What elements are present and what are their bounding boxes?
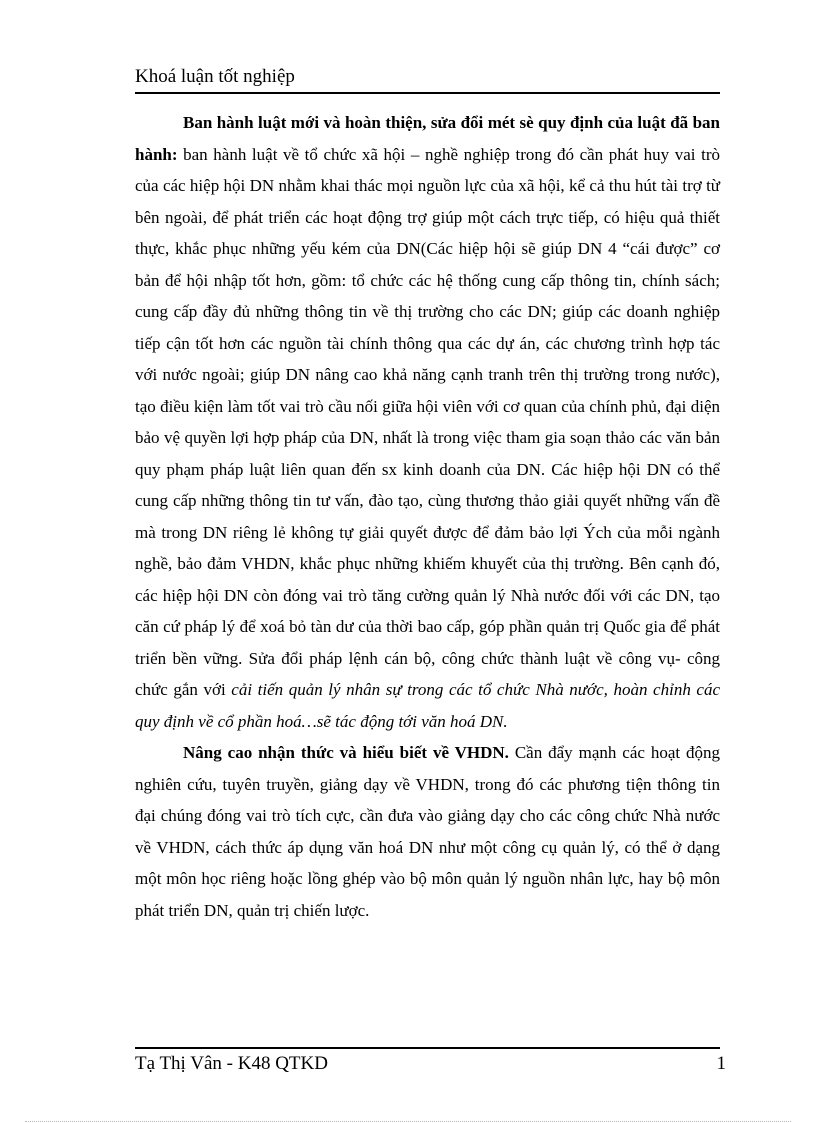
page-edge-divider: [25, 1121, 791, 1122]
paragraph-text-legal-reform: ban hành luật về tổ chức xã hội – nghề nghiệp trong đó cần phát huy vai trò của các hiệp hội DN nhằm khai thác mọi nguồn lực của xã hội, kể cả thu hút tài trợ từ bên ngoài, để phát triển các hoạt động trợ giúp một cách trực tiếp, có hiệu quả thiết thực, khắc phục những yếu kém của DN(Các hiệp hội sẽ giúp DN 4 “cái được” cơ bản để hội nhập tốt hơn, gồm: tổ chức các hệ thống cung cấp thông tin, chính sách; cung cấp đầy đủ những thông tin về thị trường cho các DN; giúp các doanh nghiệp tiếp cận tốt hơn các nguồn tài chính thông qua các dự án, các chương trình hợp tác với nước ngoài; giúp DN nâng cao khả năng cạnh tranh trên thị trường trong nước), tạo điều kiện làm tốt vai trò cầu nối giữa hội viên với cơ quan của chính phủ, đại diện bảo vệ quyền lợi hợp pháp của DN, nhất là trong việc tham gia soạn thảo các văn bản quy phạm pháp luật liên quan đến sx kinh doanh của DN. Các hiệp hội DN có thể cung cấp những thông tin tư vấn, đào tạo, cùng thương thảo giải quyết những vấn đề mà trong DN riêng lẻ không tự giải quyết được để đảm bảo lợi Ých của mỗi ngành nghề, bảo đảm VHDN, khắc phục những khiếm khuyết của thị trường. Bên cạnh đó, các hiệp hội DN còn đóng vai trò tăng cường quản lý Nhà nước đối với các DN, tạo căn cứ pháp lý để xoá bỏ tàn dư của thời bao cấp, góp phần quản trị Quốc gia để phát triển bền vững. Sửa đổi pháp lệnh cán bộ, công chức thành luật về công vụ- công chức gắn với: [135, 144, 720, 699]
footer-author: Tạ Thị Vân - K48 QTKD: [135, 1053, 328, 1074]
paragraph-legal-reform: [135, 107, 720, 737]
paragraph-awareness: [135, 737, 720, 926]
paragraph-text-awareness: Cần đẩy mạnh các hoạt động nghiên cứu, tuyên truyền, giảng dạy về VHDN, trong đó các phương tiện thông tin đại chúng đóng vai trò tích cực, cần đưa vào giảng dạy cho các công chức Nhà nước về VHDN, cách thức áp dụng văn hoá DN như một công cụ quản lý, có thể ở dạng một môn học riêng hoặc lồng ghép vào bộ môn quản lý nguồn nhân lực, hay bộ môn phát triển DN, quản trị chiến lược.: [135, 743, 721, 920]
paragraph-italic-legal-reform: cải tiến quản lý nhân sự trong các tổ chức Nhà nước, hoàn chỉnh các quy định về cổ phần hoá…sẽ tác động tới văn hoá DN.: [135, 680, 720, 731]
footer-rule: [135, 1047, 720, 1049]
page-header-title: Khoá luận tốt nghiệp: [135, 66, 295, 87]
paragraph-heading-awareness: Nâng cao nhận thức và hiểu biết về VHDN.: [183, 743, 509, 762]
header-rule: [135, 92, 720, 94]
paragraph-heading-legal-reform: Ban hành luật mới và hoàn thiện, sửa đổi mét sè quy định của luật đã ban hành:: [135, 113, 720, 164]
page-number: 1: [716, 1053, 726, 1074]
document-body: [135, 107, 720, 926]
